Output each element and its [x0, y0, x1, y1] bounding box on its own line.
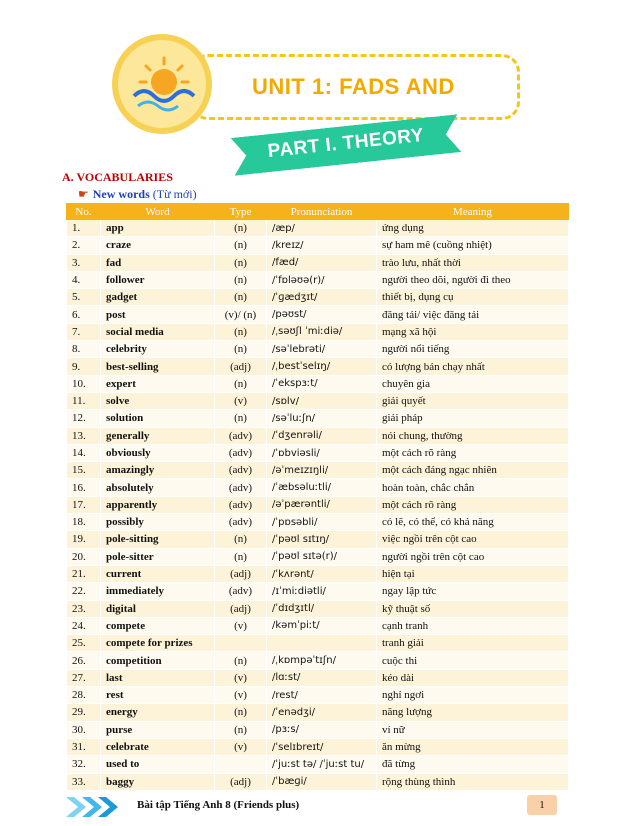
table-body: [67, 220, 569, 791]
cell-meaning: ứng dụng: [377, 220, 569, 237]
cell-pronunciation: /ˈpəʊl sɪtə(r)/: [267, 548, 377, 565]
cell-pronunciation: /ˈkʌrənt/: [267, 565, 377, 582]
cell-word: baggy: [101, 773, 215, 790]
cell-no: 25.: [67, 635, 101, 652]
cell-type: (n): [215, 289, 267, 306]
cell-no: 12.: [67, 410, 101, 427]
cell-pronunciation: /lɑːst/: [267, 669, 377, 686]
cell-word: compete: [101, 617, 215, 634]
table-row: [67, 323, 569, 340]
cell-meaning: có lẽ, có thể, có khả năng: [377, 514, 569, 531]
cell-no: 21.: [67, 565, 101, 582]
cell-word: fad: [101, 254, 215, 271]
cell-word: pole-sitter: [101, 548, 215, 565]
cell-word: possibly: [101, 514, 215, 531]
cell-word: digital: [101, 600, 215, 617]
cell-pronunciation: /ˈæbsəluːtli/: [267, 479, 377, 496]
cell-meaning: ví nữ: [377, 721, 569, 738]
table-header-row: [67, 204, 569, 220]
cell-meaning: kéo dài: [377, 669, 569, 686]
cell-type: (n): [215, 254, 267, 271]
pointing-hand-icon: ☛: [78, 187, 89, 201]
cell-type: (v): [215, 687, 267, 704]
cell-pronunciation: /kreɪz/: [267, 237, 377, 254]
cell-word: best-selling: [101, 358, 215, 375]
cell-no: 7.: [67, 323, 101, 340]
cell-word: immediately: [101, 583, 215, 600]
cell-type: (adv): [215, 583, 267, 600]
cell-type: (n): [215, 220, 267, 237]
cell-meaning: ngay lập tức: [377, 583, 569, 600]
table-row: [67, 704, 569, 721]
cell-type: (n): [215, 237, 267, 254]
table-row: [67, 237, 569, 254]
cell-meaning: thiết bị, dụng cụ: [377, 289, 569, 306]
cell-pronunciation: /ˈɒbviəsli/: [267, 444, 377, 461]
cell-word: craze: [101, 237, 215, 254]
header-meaning: Meaning: [377, 204, 569, 220]
cell-pronunciation: /pɜːs/: [267, 721, 377, 738]
unit-title: UNIT 1: FADS AND: [252, 74, 455, 99]
header-no: No.: [67, 204, 101, 220]
cell-meaning: một cách đáng ngạc nhiên: [377, 462, 569, 479]
cell-no: 32.: [67, 756, 101, 773]
table-row: [67, 358, 569, 375]
cell-type: (n): [215, 341, 267, 358]
cell-word: expert: [101, 375, 215, 392]
cell-type: (n): [215, 323, 267, 340]
cell-word: energy: [101, 704, 215, 721]
cell-pronunciation: /ˈfɒləʊə(r)/: [267, 271, 377, 288]
cell-pronunciation: /ˈdɪdʒɪtl/: [267, 600, 377, 617]
cell-type: (adv): [215, 462, 267, 479]
cell-word: used to: [101, 756, 215, 773]
cell-type: (v): [215, 617, 267, 634]
cell-word: obviously: [101, 444, 215, 461]
cell-word: post: [101, 306, 215, 323]
cell-meaning: người theo dõi, người đi theo: [377, 271, 569, 288]
cell-meaning: đã từng: [377, 756, 569, 773]
table-row: [67, 341, 569, 358]
table-row: [67, 271, 569, 288]
cell-pronunciation: /rest/: [267, 687, 377, 704]
cell-pronunciation: /ɪˈmiːdiətli/: [267, 583, 377, 600]
cell-no: 16.: [67, 479, 101, 496]
table-row: [67, 392, 569, 409]
table-row: [67, 635, 569, 652]
cell-pronunciation: /sɒlv/: [267, 392, 377, 409]
cell-no: 23.: [67, 600, 101, 617]
cell-pronunciation: /fæd/: [267, 254, 377, 271]
cell-meaning: kỹ thuật số: [377, 600, 569, 617]
cell-type: (adj): [215, 565, 267, 582]
cell-type: (n): [215, 548, 267, 565]
table-row: [67, 617, 569, 634]
cell-no: 1.: [67, 220, 101, 237]
cell-pronunciation: /ˈenədʒi/: [267, 704, 377, 721]
cell-meaning: sự ham mê (cuồng nhiệt): [377, 237, 569, 254]
cell-meaning: mạng xã hội: [377, 323, 569, 340]
table-row: [67, 220, 569, 237]
cell-pronunciation: /əˈmeɪzɪŋli/: [267, 462, 377, 479]
cell-no: 2.: [67, 237, 101, 254]
table-row: [67, 479, 569, 496]
header-pronunciation: Pronunciation: [267, 204, 377, 220]
cell-no: 4.: [67, 271, 101, 288]
table-row: [67, 254, 569, 271]
table-row: [67, 738, 569, 755]
cell-type: (n): [215, 271, 267, 288]
page-number: 1: [527, 795, 557, 815]
subsection-bold: New words: [92, 187, 150, 201]
cell-word: solution: [101, 410, 215, 427]
cell-pronunciation: /ˈpəʊl sɪtɪŋ/: [267, 531, 377, 548]
vocab-table: [66, 203, 569, 791]
cell-no: 11.: [67, 392, 101, 409]
table-row: [67, 652, 569, 669]
cell-word: absolutely: [101, 479, 215, 496]
cell-type: (adv): [215, 514, 267, 531]
table-row: [67, 600, 569, 617]
cell-no: 22.: [67, 583, 101, 600]
cell-no: 19.: [67, 531, 101, 548]
cell-no: 9.: [67, 358, 101, 375]
cell-type: (adj): [215, 358, 267, 375]
cell-meaning: một cách rõ ràng: [377, 496, 569, 513]
subsection-rest: (Từ mới): [149, 187, 197, 201]
cell-type: [215, 635, 267, 652]
cell-type: (n): [215, 375, 267, 392]
subsection-heading: [78, 187, 197, 202]
cell-type: (n): [215, 410, 267, 427]
cell-word: gadget: [101, 289, 215, 306]
cell-word: apparently: [101, 496, 215, 513]
cell-meaning: rộng thùng thình: [377, 773, 569, 790]
cell-word: app: [101, 220, 215, 237]
cell-no: 8.: [67, 341, 101, 358]
cell-type: (v): [215, 738, 267, 755]
cell-pronunciation: /ˌsəʊʃl ˈmiːdiə/: [267, 323, 377, 340]
cell-no: 33.: [67, 773, 101, 790]
cell-meaning: giải pháp: [377, 410, 569, 427]
cell-pronunciation: /ˈdʒenrəli/: [267, 427, 377, 444]
section-title: A. VOCABULARIES: [62, 170, 173, 184]
cell-word: follower: [101, 271, 215, 288]
cell-meaning: người nổi tiếng: [377, 341, 569, 358]
sun-logo: [112, 34, 212, 134]
cell-pronunciation: [267, 635, 377, 652]
cell-no: 3.: [67, 254, 101, 271]
table-row: [67, 444, 569, 461]
cell-word: purse: [101, 721, 215, 738]
cell-pronunciation: /ˈekspɜːt/: [267, 375, 377, 392]
cell-word: generally: [101, 427, 215, 444]
cell-meaning: hiện tại: [377, 565, 569, 582]
cell-pronunciation: /səˈluːʃn/: [267, 410, 377, 427]
cell-meaning: nghỉ ngơi: [377, 687, 569, 704]
table-row: [67, 583, 569, 600]
cell-word: competition: [101, 652, 215, 669]
cell-type: (adv): [215, 444, 267, 461]
cell-type: [215, 756, 267, 773]
table-row: [67, 289, 569, 306]
cell-word: celebrity: [101, 341, 215, 358]
cell-type: (v)/ (n): [215, 306, 267, 323]
cell-no: 13.: [67, 427, 101, 444]
cell-pronunciation: /ˌbestˈselɪŋ/: [267, 358, 377, 375]
table-row: [67, 669, 569, 686]
cell-pronunciation: /æp/: [267, 220, 377, 237]
header-type: Type: [215, 204, 267, 220]
cell-no: 18.: [67, 514, 101, 531]
cell-pronunciation: /səˈlebrəti/: [267, 341, 377, 358]
cell-type: (n): [215, 531, 267, 548]
cell-no: 24.: [67, 617, 101, 634]
cell-word: social media: [101, 323, 215, 340]
cell-meaning: giải quyết: [377, 392, 569, 409]
cell-meaning: tranh giải: [377, 635, 569, 652]
cell-meaning: năng lượng: [377, 704, 569, 721]
cell-meaning: việc ngồi trên cột cao: [377, 531, 569, 548]
cell-pronunciation: /ˈpɒsəbli/: [267, 514, 377, 531]
cell-no: 17.: [67, 496, 101, 513]
cell-word: amazingly: [101, 462, 215, 479]
cell-meaning: cuộc thi: [377, 652, 569, 669]
cell-no: 10.: [67, 375, 101, 392]
table-row: [67, 496, 569, 513]
table-row: [67, 410, 569, 427]
cell-no: 6.: [67, 306, 101, 323]
table-row: [67, 687, 569, 704]
cell-word: current: [101, 565, 215, 582]
table-row: [67, 721, 569, 738]
table-row: [67, 756, 569, 773]
table-row: [67, 514, 569, 531]
cell-no: 26.: [67, 652, 101, 669]
table-row: [67, 565, 569, 582]
cell-pronunciation: /ˈɡædʒɪt/: [267, 289, 377, 306]
cell-word: pole-sitting: [101, 531, 215, 548]
cell-type: (v): [215, 669, 267, 686]
cell-meaning: ăn mừng: [377, 738, 569, 755]
cell-type: (adv): [215, 479, 267, 496]
cell-pronunciation: /ˈselɪbreɪt/: [267, 738, 377, 755]
table-row: [67, 773, 569, 790]
cell-no: 27.: [67, 669, 101, 686]
cell-no: 29.: [67, 704, 101, 721]
table-row: [67, 462, 569, 479]
cell-meaning: trào lưu, nhất thời: [377, 254, 569, 271]
cell-meaning: đăng tải/ việc đăng tải: [377, 306, 569, 323]
footer-arrows-icon: [66, 793, 126, 821]
table-row: [67, 306, 569, 323]
unit-banner: [112, 34, 524, 144]
header-word: Word: [101, 204, 215, 220]
cell-no: 31.: [67, 738, 101, 755]
cell-type: (n): [215, 704, 267, 721]
cell-type: (adv): [215, 496, 267, 513]
cell-word: solve: [101, 392, 215, 409]
cell-no: 14.: [67, 444, 101, 461]
cell-type: (n): [215, 652, 267, 669]
table-row: [67, 548, 569, 565]
cell-pronunciation: /ˈbæɡi/: [267, 773, 377, 790]
cell-meaning: hoàn toàn, chắc chắn: [377, 479, 569, 496]
cell-word: rest: [101, 687, 215, 704]
cell-type: (adj): [215, 773, 267, 790]
cell-meaning: một cách rõ ràng: [377, 444, 569, 461]
cell-no: 15.: [67, 462, 101, 479]
cell-pronunciation: /pəʊst/: [267, 306, 377, 323]
book-title: Bài tập Tiếng Anh 8 (Friends plus): [137, 799, 300, 811]
cell-no: 5.: [67, 289, 101, 306]
cell-meaning: cạnh tranh: [377, 617, 569, 634]
part-title: PART I. THEORY: [266, 124, 425, 163]
cell-type: (adj): [215, 600, 267, 617]
cell-meaning: nói chung, thường: [377, 427, 569, 444]
cell-no: 28.: [67, 687, 101, 704]
cell-meaning: người ngồi trên cột cao: [377, 548, 569, 565]
cell-word: compete for prizes: [101, 635, 215, 652]
cell-no: 30.: [67, 721, 101, 738]
sun-wave-icon: [128, 52, 198, 118]
cell-word: celebrate: [101, 738, 215, 755]
cell-type: (adv): [215, 427, 267, 444]
cell-pronunciation: /ˌkɒmpəˈtɪʃn/: [267, 652, 377, 669]
cell-meaning: chuyên gia: [377, 375, 569, 392]
table-row: [67, 531, 569, 548]
cell-type: (n): [215, 721, 267, 738]
cell-type: (v): [215, 392, 267, 409]
cell-pronunciation: /əˈpærəntli/: [267, 496, 377, 513]
cell-no: 20.: [67, 548, 101, 565]
cell-word: last: [101, 669, 215, 686]
cell-meaning: có lượng bán chạy nhất: [377, 358, 569, 375]
table-row: [67, 427, 569, 444]
table-row: [67, 375, 569, 392]
cell-pronunciation: /kəmˈpiːt/: [267, 617, 377, 634]
cell-pronunciation: /ˈjuːst tə/ /ˈjuːst tu/: [267, 756, 377, 773]
